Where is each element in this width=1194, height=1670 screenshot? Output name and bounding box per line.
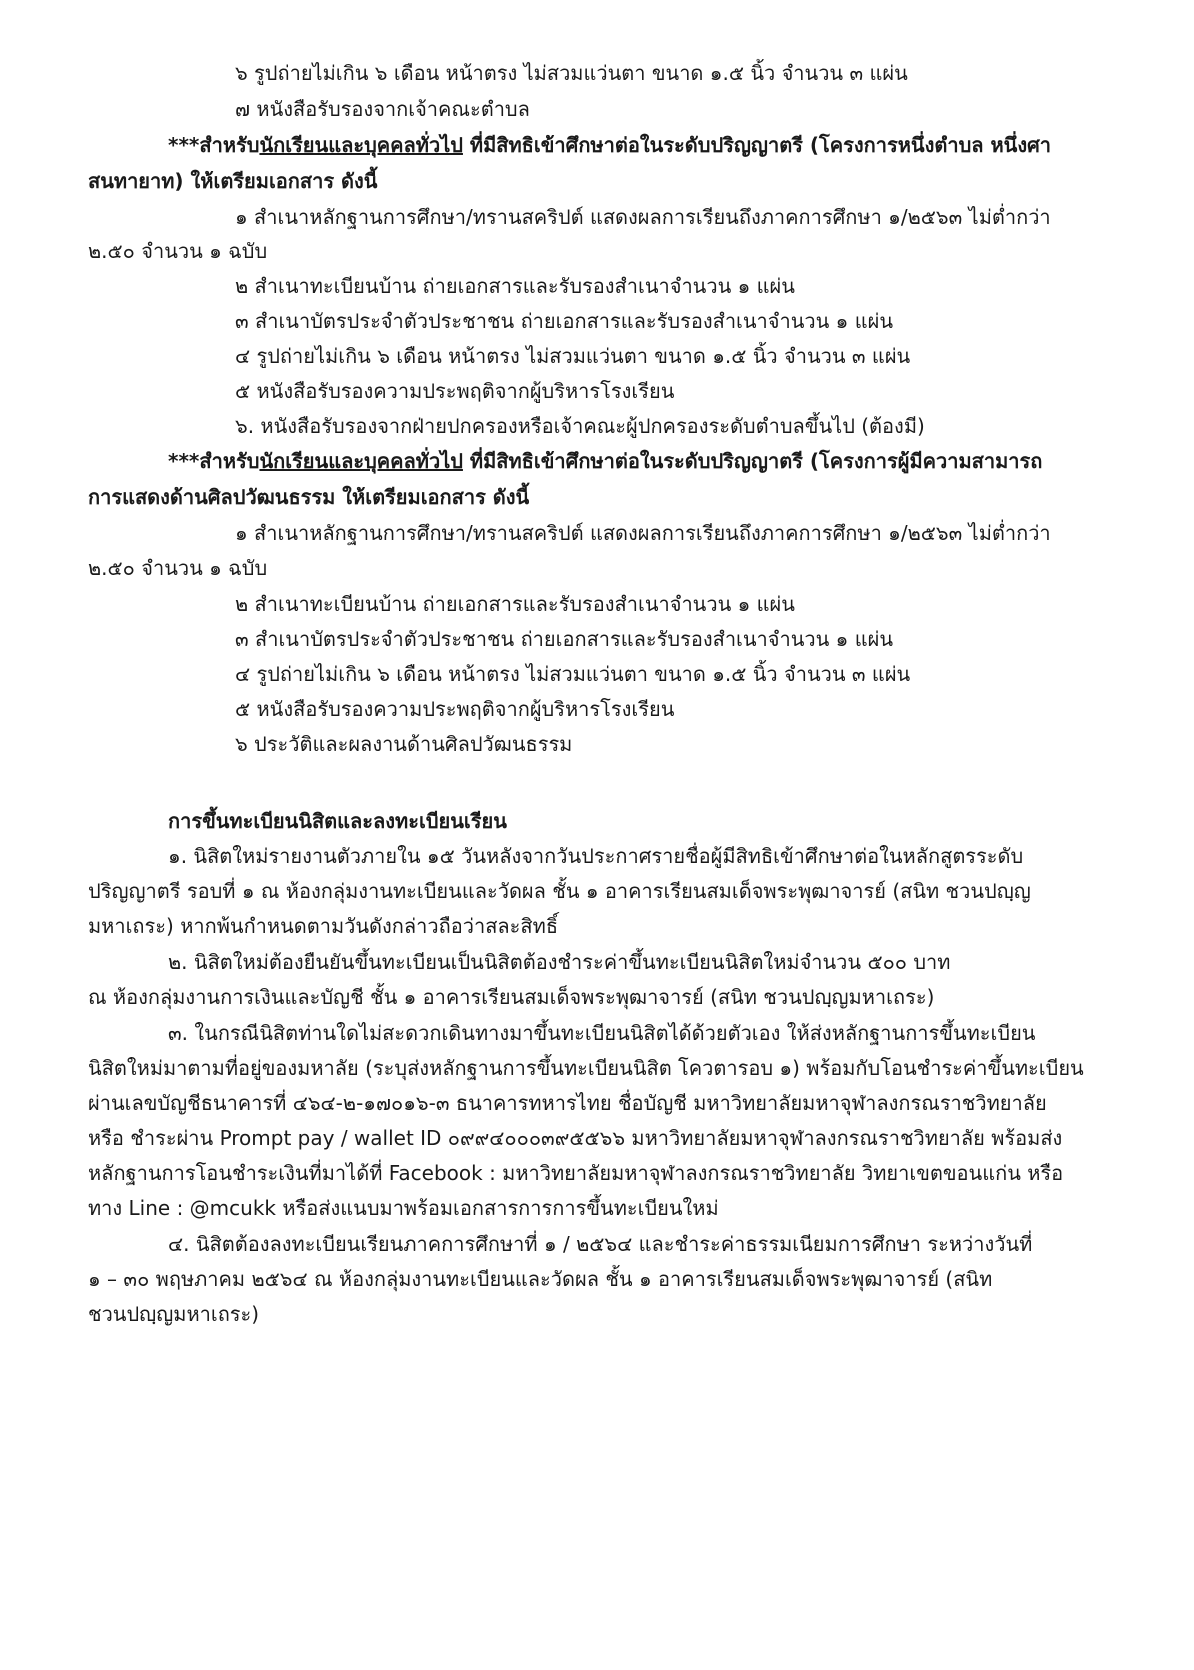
list-item: ๖ ประวัติและผลงานด้านศิลปวัฒนธรรม: [235, 732, 573, 756]
heading-prefix: ***สำหรับ: [168, 449, 260, 473]
list-item: ๓ สำเนาบัตรประจำตัวประชาชน ถ่ายเอกสารและรับรองสำเนาจำนวน ๑ แผ่น: [235, 309, 893, 333]
list-item: ๔ รูปถ่ายไม่เกิน ๖ เดือน หน้าตรง ไม่สวมแว่นตา ขนาด ๑.๕ นิ้ว จำนวน ๓ แผ่น: [235, 344, 911, 368]
paragraph-line: ชวนปญฺญมหาเถระ): [88, 1302, 260, 1326]
paragraph-line: ๓. ในกรณีนิสิตท่านใดไม่สะดวกเดินทางมาขึ้นทะเบียนนิสิตได้ด้วยตัวเอง ให้ส่งหลักฐานการขึ้นทะเบียน: [168, 1021, 1036, 1045]
section-heading-cont: การแสดงด้านศิลปวัฒนธรรม ให้เตรียมเอกสาร ดังนี้: [88, 485, 530, 509]
list-item: ๒ สำเนาทะเบียนบ้าน ถ่ายเอกสารและรับรองสำเนาจำนวน ๑ แผ่น: [235, 592, 795, 616]
list-item: ๕ หนังสือรับรองความประพฤติจากผู้บริหารโรงเรียน: [235, 697, 675, 721]
list-item: ๒ สำเนาทะเบียนบ้าน ถ่ายเอกสารและรับรองสำเนาจำนวน ๑ แผ่น: [235, 274, 795, 298]
heading-underlined: นักเรียนและบุคคลทั่วไป: [259, 133, 463, 157]
registration-heading: การขึ้นทะเบียนนิสิตและลงทะเบียนเรียน: [168, 809, 507, 833]
heading-rest: ที่มีสิทธิเข้าศึกษาต่อในระดับปริญญาตรี (โครงการหนึ่งตำบล หนึ่งศา: [462, 133, 1052, 157]
list-item: ๖. หนังสือรับรองจากฝ่ายปกครองหรือเจ้าคณะผู้ปกครองระดับตำบลขึ้นไป (ต้องมี): [235, 414, 925, 438]
section-heading-cont: สนทายาท) ให้เตรียมเอกสาร ดังนี้: [88, 169, 378, 193]
paragraph-line: ผ่านเลขบัญชีธนาคารที่ ๔๖๔-๒-๑๗๐๑๖-๓ ธนาคารทหารไทย ชื่อบัญชี มหาวิทยาลัยมหาจุฬาลงกรณราชวิทยาลัย: [88, 1091, 1047, 1115]
paragraph-line: มหาเถระ) หากพ้นกำหนดตามวันดังกล่าวถือว่าสละสิทธิ์: [88, 914, 559, 938]
list-item-cont: ๒.๕๐ จำนวน ๑ ฉบับ: [88, 239, 268, 263]
section-heading: [168, 446, 1188, 476]
paragraph-line: หรือ ชำระผ่าน Prompt pay / wallet ID ๐๙๙๔๐๐๐๓๙๕๕๖๖ มหาวิทยาลัยมหาจุฬาลงกรณราชวิทยาลัย พร้อมส่ง: [88, 1126, 1063, 1150]
list-item-cont: ๒.๕๐ จำนวน ๑ ฉบับ: [88, 556, 268, 580]
heading-underlined: นักเรียนและบุคคลทั่วไป: [259, 449, 463, 473]
paragraph-line: นิสิตใหม่มาตามที่อยู่ของมหาลัย (ระบุส่งหลักฐานการขึ้นทะเบียนนิสิต โควตารอบ ๑) พร้อมกับโอนชำระค่าขึ้นทะเบียน: [88, 1056, 1084, 1080]
heading-prefix: ***สำหรับ: [168, 133, 260, 157]
paragraph-line: ณ ห้องกลุ่มงานการเงินและบัญชี ชั้น ๑ อาคารเรียนสมเด็จพระพุฒาจารย์ (สนิท ชวนปญฺญมหาเถระ): [88, 985, 935, 1009]
paragraph-line: ปริญญาตรี รอบที่ ๑ ณ ห้องกลุ่มงานทะเบียนและวัดผล ชั้น ๑ อาคารเรียนสมเด็จพระพุฒาจารย์ (สนิท ชวนปญฺญ: [88, 879, 1031, 903]
paragraph-line: ๑ – ๓๐ พฤษภาคม ๒๕๖๔ ณ ห้องกลุ่มงานทะเบียนและวัดผล ชั้น ๑ อาคารเรียนสมเด็จพระพุฒาจารย์ (สนิท: [88, 1267, 993, 1291]
list-item: ๔ รูปถ่ายไม่เกิน ๖ เดือน หน้าตรง ไม่สวมแว่นตา ขนาด ๑.๕ นิ้ว จำนวน ๓ แผ่น: [235, 662, 911, 686]
list-item: ๗ หนังสือรับรองจากเจ้าคณะตำบล: [235, 97, 530, 121]
list-item: ๑ สำเนาหลักฐานการศึกษา/ทรานสคริปต์ แสดงผลการเรียนถึงภาคการศึกษา ๑/๒๕๖๓ ไม่ต่ำกว่า: [235, 205, 1051, 229]
paragraph-line: ๔. นิสิตต้องลงทะเบียนเรียนภาคการศึกษาที่ ๑ / ๒๕๖๔ และชำระค่าธรรมเนียมการศึกษา ระหว่างวันที่: [168, 1232, 1033, 1256]
paragraph-line: หลักฐานการโอนชำระเงินที่มาได้ที่ Facebook : มหาวิทยาลัยมหาจุฬาลงกรณราชวิทยาลัย วิทยาเขตขอนแก่น หรือ: [88, 1161, 1064, 1185]
paragraph-line: ทาง Line : @mcukk หรือส่งแนบมาพร้อมเอกสารการการขึ้นทะเบียนใหม่: [88, 1196, 719, 1220]
list-item: ๕ หนังสือรับรองความประพฤติจากผู้บริหารโรงเรียน: [235, 379, 675, 403]
heading-rest: ที่มีสิทธิเข้าศึกษาต่อในระดับปริญญาตรี (โครงการผู้มีความสามารถ: [462, 449, 1043, 473]
list-item: ๑ สำเนาหลักฐานการศึกษา/ทรานสคริปต์ แสดงผลการเรียนถึงภาคการศึกษา ๑/๒๕๖๓ ไม่ต่ำกว่า: [235, 521, 1051, 545]
paragraph-line: ๑. นิสิตใหม่รายงานตัวภายใน ๑๕ วันหลังจากวันประกาศรายชื่อผู้มีสิทธิเข้าศึกษาต่อในหลักสูตรระดับ: [168, 844, 1024, 868]
paragraph-line: ๒. นิสิตใหม่ต้องยืนยันขึ้นทะเบียนเป็นนิสิตต้องชำระค่าขึ้นทะเบียนนิสิตใหม่จำนวน ๕๐๐ บาท: [168, 950, 951, 974]
list-item: ๓ สำเนาบัตรประจำตัวประชาชน ถ่ายเอกสารและรับรองสำเนาจำนวน ๑ แผ่น: [235, 627, 893, 651]
section-heading: [168, 130, 1188, 160]
list-item: ๖ รูปถ่ายไม่เกิน ๖ เดือน หน้าตรง ไม่สวมแว่นตา ขนาด ๑.๕ นิ้ว จำนวน ๓ แผ่น: [235, 61, 908, 85]
